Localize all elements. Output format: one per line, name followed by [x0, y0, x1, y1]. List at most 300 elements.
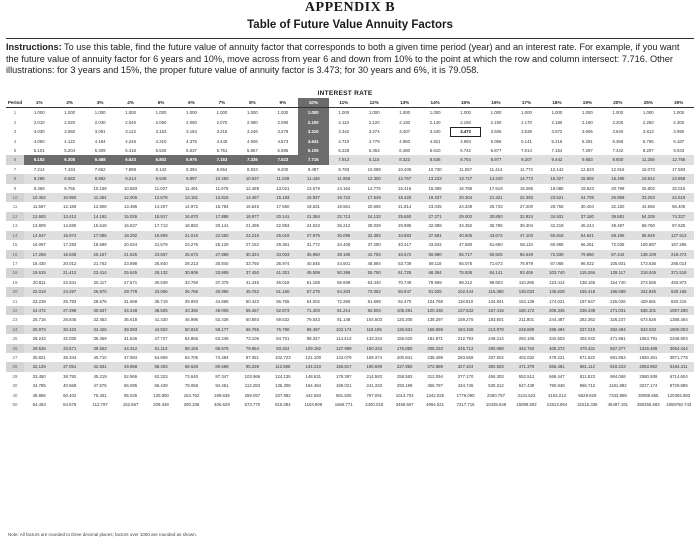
rate-column-header: 16% [481, 98, 511, 108]
rate-column-header: 8% [237, 98, 267, 108]
factor-cell: 4.506 [247, 138, 258, 144]
factor-cell: 3.060 [64, 129, 76, 135]
factor-cell: 138.297 [427, 317, 443, 323]
table-row [6, 118, 694, 127]
factor-cell: 52.966 [124, 373, 138, 379]
factor-cell: 112.968 [268, 362, 298, 371]
factor-cell: 47.580 [458, 242, 473, 248]
period-cell: 17 [12, 260, 18, 266]
factor-cell: 79.058 [184, 383, 199, 389]
factor-cell: 44.865 [215, 298, 229, 304]
factor-cell: 66.439 [154, 383, 168, 389]
factor-cell: 29.361 [276, 242, 290, 248]
factor-cell: 289.494 [542, 325, 572, 334]
factor-cell: 11.491 [185, 185, 198, 191]
factor-cell: 64.463 [32, 402, 46, 407]
factor-cell: 18.977 [237, 212, 267, 221]
factor-cell: 22.713 [329, 212, 359, 221]
factor-cell: 3.572 [551, 129, 563, 135]
factor-cell: 3.473 [450, 127, 480, 136]
factor-cell: 60.925 [481, 250, 511, 259]
factor-cell: 6.633 [115, 155, 145, 164]
factor-cell: 2.080 [247, 119, 258, 125]
factor-cell: 41.301 [268, 268, 298, 277]
factor-cell: 28.755 [550, 204, 564, 210]
factor-cell: 167.286 [670, 242, 687, 248]
factor-cell: 19.086 [550, 185, 564, 191]
factor-cell: 39.190 [329, 250, 359, 259]
factor-cell: 13.181 [176, 193, 206, 202]
factor-cell: 26.019 [268, 231, 298, 240]
factor-cell: 581.826 [335, 392, 352, 398]
factor-cell: 8.207 [642, 148, 654, 154]
table-row [6, 315, 694, 324]
factor-cell: 471.378 [511, 362, 541, 371]
factor-cell: 23.239 [32, 298, 46, 304]
factor-cell: 273.556 [640, 279, 657, 285]
factor-cell: 212.793 [457, 336, 474, 342]
factor-cell: 2.120 [368, 119, 380, 125]
factor-cell: 79.543 [306, 317, 320, 323]
factor-cell: 1.000 [125, 110, 136, 116]
factor-cell: 7.442 [612, 148, 624, 154]
table-row [6, 259, 694, 268]
factor-cell: 56.085 [124, 383, 138, 389]
factor-cell: 81.699 [367, 298, 381, 304]
factor-cell: 49.006 [207, 306, 237, 315]
factor-cell: 71.673 [489, 260, 503, 266]
factor-cell: 6.802 [146, 155, 176, 164]
factor-cell: 11.028 [268, 174, 298, 183]
factor-cell: 573.770 [244, 402, 261, 407]
factor-cell: 9.043 [673, 148, 685, 154]
factor-cell: 42.566 [641, 204, 655, 210]
factor-cell: 64.203 [329, 287, 359, 296]
factor-cell: 4994.521 [426, 402, 445, 407]
factor-cell: 28.029 [367, 223, 381, 229]
factor-cell: 342.763 [511, 344, 541, 353]
factor-cell: 35.950 [298, 250, 328, 259]
factor-cell: 25.959 [603, 193, 633, 202]
factor-cell: 133.334 [366, 336, 382, 342]
factor-cell: 1.000 [551, 110, 563, 116]
factor-cell: 143.079 [335, 354, 352, 360]
factor-cell: 16.645 [245, 204, 259, 210]
factor-cell: 2.140 [429, 119, 441, 125]
factor-cell: 32.030 [63, 336, 77, 342]
factor-cell: 17.583 [672, 166, 686, 172]
factor-cell: 92.470 [398, 298, 412, 304]
factor-cell: 200.841 [396, 354, 413, 360]
factor-cell: 21.495 [245, 223, 259, 229]
factor-cell: 5.309 [94, 148, 106, 154]
factor-cell: 127.999 [329, 344, 359, 353]
factor-cell: 2.050 [155, 119, 167, 125]
factor-cell: 48.497 [611, 223, 625, 229]
factor-cell: 20.157 [85, 250, 115, 259]
factor-cell: 8.923 [247, 166, 258, 172]
factor-cell: 154.762 [183, 392, 200, 398]
factor-cell: 32.393 [359, 231, 389, 240]
factor-cell: 72.035 [611, 242, 625, 248]
factor-cell: 12.756 [664, 155, 694, 164]
factor-cell: 3.091 [94, 129, 106, 135]
factor-cell: 48.886 [32, 392, 46, 398]
factor-cell: 33.760 [184, 279, 199, 285]
factor-cell: 87.442 [603, 250, 633, 259]
factor-cell: 115.266 [572, 268, 602, 277]
factor-cell: 174.021 [549, 298, 565, 304]
factor-cell: 16.085 [428, 185, 442, 191]
factor-cell: 79.954 [237, 344, 267, 353]
factor-cell: 1388.464 [669, 317, 688, 323]
factor-cell: 70.749 [398, 279, 412, 285]
factor-cell: 42.619 [664, 193, 694, 202]
factor-cell: 3.440 [429, 129, 441, 135]
factor-cell: 4.779 [368, 138, 380, 144]
factor-cell: 405.272 [542, 344, 572, 353]
factor-cell: 2.190 [582, 119, 593, 125]
factor-cell: 165.418 [572, 287, 602, 296]
factor-cell: 9.214 [115, 174, 145, 183]
period-cell: 13 [12, 223, 18, 229]
factor-cell: 434.745 [457, 383, 474, 389]
factor-cell: 442.593 [305, 392, 322, 398]
factor-cell: 183.601 [488, 317, 504, 323]
factor-cell: 10.405 [398, 166, 412, 172]
factor-cell: 5.637 [186, 148, 197, 154]
factor-cell: 22.393 [511, 193, 541, 202]
factor-cell: 245.712 [450, 344, 480, 353]
annuity-table-container [6, 98, 694, 409]
factor-cell: 27.152 [245, 242, 259, 248]
factor-cell: 32.129 [24, 362, 54, 371]
factor-cell: 15.026 [115, 212, 145, 221]
factor-cell: 3.606 [582, 129, 593, 135]
factor-cell: 120392.883 [667, 392, 691, 398]
factor-cell: 27.200 [519, 204, 534, 210]
rate-column-header: 10% [298, 98, 328, 108]
factor-cell: 46.018 [276, 279, 290, 285]
factor-cell: 30.404 [580, 204, 594, 210]
factor-cell: 37.280 [367, 242, 381, 248]
rate-column-header: 4% [115, 98, 145, 108]
factor-cell: 30.539 [154, 279, 168, 285]
factor-cell: 118.155 [359, 325, 389, 334]
factor-cell: 1668.771 [334, 402, 353, 407]
factor-cell: 5.867 [247, 148, 258, 154]
factor-cell: 42.219 [550, 223, 564, 229]
factor-cell: 843.033 [633, 325, 663, 334]
factor-cell: 102.444 [450, 287, 480, 296]
factor-cell: 40.568 [63, 383, 77, 389]
table-footnote: Note: All factors are rounded to three decimal places; factors over 1000 are rounded as shown. [8, 532, 197, 537]
factor-cell: 1.000 [94, 110, 106, 116]
factor-cell: 8729.985 [669, 383, 688, 389]
factor-cell: 33.671 [54, 344, 84, 353]
factor-cell: 36.459 [93, 336, 107, 342]
factor-cell: 88.497 [298, 325, 328, 334]
factor-cell: 8.394 [186, 166, 197, 172]
factor-cell: 337.882 [275, 392, 291, 398]
period-cell: 6 [6, 155, 24, 164]
factor-cell: 21813.094 [546, 402, 568, 407]
factor-cell: 95.339 [237, 362, 267, 371]
factor-cell: 42.753 [359, 250, 389, 259]
factor-cell: 25.673 [176, 250, 206, 259]
factor-cell: 98.603 [489, 279, 503, 285]
factor-cell: 102.723 [275, 354, 291, 360]
factor-cell: 94.461 [215, 383, 229, 389]
factor-cell: 23.698 [124, 260, 138, 266]
factor-cell: 20.141 [215, 223, 229, 229]
factor-cell: 74.484 [215, 354, 229, 360]
factor-cell: 40.417 [398, 242, 412, 248]
factor-cell: 14.680 [63, 223, 77, 229]
factor-cell: 23.045 [428, 204, 442, 210]
factor-cell: 58.177 [207, 325, 237, 334]
factor-cell: 11.464 [85, 193, 115, 202]
factor-cell: 1181.882 [609, 383, 627, 389]
factor-cell: 30.840 [215, 260, 229, 266]
factor-cell: 342.945 [633, 287, 663, 296]
factor-cell: 50.396 [329, 268, 359, 277]
factor-cell: 2063.952 [633, 362, 663, 371]
table-row [6, 372, 694, 381]
factor-cell: 21.579 [154, 242, 168, 248]
factor-cell: 8.583 [54, 174, 84, 183]
period-cell: 7 [13, 166, 17, 172]
factor-cell: 43.842 [428, 242, 442, 248]
factor-cell: 552.512 [518, 373, 535, 379]
factor-cell: 10.089 [367, 166, 381, 172]
factor-cell: 790.948 [549, 383, 565, 389]
factor-cell: 21.762 [93, 260, 107, 266]
factor-cell: 184.168 [450, 325, 480, 334]
rate-column-header: 15% [450, 98, 480, 108]
factor-cell: 11.567 [32, 204, 46, 210]
factor-cell: 3.246 [247, 129, 258, 135]
factor-cell: 12.683 [24, 212, 54, 221]
factor-cell: 26.870 [85, 287, 115, 296]
factor-cell: 39.083 [115, 325, 145, 334]
factor-cell: 7.434 [64, 166, 76, 172]
factor-cell: 19.842 [633, 174, 663, 183]
factor-cell: 2.130 [399, 119, 411, 125]
factor-cell: 32.089 [428, 223, 442, 229]
factor-cell: 43.392 [176, 306, 206, 315]
factor-cell: 10.730 [428, 166, 442, 172]
factor-cell: 72.265 [337, 298, 351, 304]
factor-cell: 134.210 [298, 362, 328, 371]
factor-cell: 271.031 [603, 306, 633, 315]
factor-cell: 7.297 [582, 148, 593, 154]
factor-cell: 55.750 [359, 268, 389, 277]
factor-cell: 12.757 [389, 174, 419, 183]
factor-cell: 4.246 [125, 138, 136, 144]
factor-cell: 103.966 [244, 373, 261, 379]
factor-cell: 16.722 [329, 193, 359, 202]
factor-cell: 25.783 [63, 298, 77, 304]
factor-cell: 181.871 [427, 336, 443, 342]
factor-cell: 37.379 [215, 279, 229, 285]
factor-cell: 80.698 [207, 362, 237, 371]
factor-cell: 45.599 [298, 268, 328, 277]
factor-cell: 8.323 [389, 155, 419, 164]
instructions-paragraph [6, 42, 692, 77]
factor-cell: 13.727 [450, 174, 480, 183]
factor-cell: 402.032 [518, 354, 535, 360]
factor-cell: 23.276 [184, 242, 199, 248]
table-row [6, 353, 694, 362]
factor-cell: 44.312 [115, 344, 145, 353]
factor-cell: 647.439 [518, 383, 535, 389]
factor-cell: 35.719 [154, 298, 168, 304]
factor-cell: 24.215 [237, 231, 267, 240]
factor-cell: 109.182 [298, 344, 328, 353]
factor-cell: 54.669 [154, 354, 168, 360]
factor-cell: 104.603 [366, 317, 382, 323]
factor-cell: 53.436 [215, 317, 229, 323]
factor-cell: 3227.174 [639, 383, 658, 389]
rate-column-header: 12% [359, 98, 389, 108]
factor-cell: 199.635 [214, 392, 230, 398]
factor-cell: 75.401 [93, 392, 107, 398]
factor-cell: 72.939 [542, 250, 572, 259]
period-cell: 3 [13, 129, 17, 135]
factor-cell: 1779.090 [456, 392, 475, 398]
factor-cell: 10.159 [93, 185, 107, 191]
rate-column-header: 3% [85, 98, 115, 108]
factor-cell: 27.671 [124, 279, 138, 285]
factor-cell: 73.640 [184, 373, 199, 379]
rate-header-row [6, 98, 694, 108]
table-row [6, 193, 694, 202]
table-row [6, 221, 694, 230]
factor-cell: 9.207 [511, 155, 541, 164]
factor-cell: 68.528 [176, 362, 206, 371]
factor-cell: 32.150 [611, 204, 625, 210]
factor-cell: 91.025 [420, 287, 450, 296]
factor-cell: 37.180 [572, 212, 602, 221]
factor-cell: 337.502 [488, 354, 504, 360]
factor-cell: 7.523 [268, 155, 298, 164]
factor-cell: 63.440 [367, 279, 381, 285]
factor-cell: 45.762 [237, 287, 267, 296]
factor-cell: 10.637 [237, 174, 267, 183]
factor-cell: 3.122 [125, 129, 136, 135]
factor-cell: 21.321 [481, 193, 511, 202]
factor-cell: 37.051 [54, 362, 84, 371]
factor-cell: 8.142 [155, 166, 167, 172]
factor-cell: 4.310 [155, 138, 167, 144]
factor-cell: 80.947 [389, 287, 419, 296]
factor-cell: 213.978 [481, 325, 511, 334]
factor-cell: 285.014 [670, 260, 687, 266]
factor-cell: 86.949 [633, 231, 663, 240]
factor-cell: 20.012 [63, 260, 77, 266]
factor-cell: 157.415 [481, 306, 511, 315]
factor-cell: 197.847 [579, 298, 596, 304]
factor-cell: 209.348 [153, 402, 169, 407]
factor-cell: 37.450 [237, 268, 267, 277]
factor-cell: 5.101 [33, 148, 45, 154]
factor-cell: 16.097 [32, 242, 46, 248]
factor-cell: 25.117 [93, 279, 107, 285]
factor-cell: 479.221 [549, 354, 565, 360]
factor-cell: 17.086 [85, 231, 115, 240]
factor-cell: 36.974 [276, 260, 290, 266]
factor-cell: 17.258 [24, 250, 54, 259]
factor-cell: 1650.361 [639, 354, 658, 360]
factor-cell: 811.523 [579, 373, 595, 379]
factor-cell: 4.440 [216, 138, 228, 144]
factor-cell: 681.853 [610, 354, 626, 360]
factor-cell: 34.426 [85, 325, 115, 334]
factor-cell: 54.208 [633, 212, 663, 221]
factor-cell: 25.645 [115, 268, 145, 277]
factor-cell: 30.906 [176, 268, 206, 277]
factor-cell: 97.625 [672, 223, 686, 229]
factor-cell: 69.532 [276, 317, 290, 323]
factor-cell: 21.015 [176, 231, 206, 240]
factor-cell: 51.113 [146, 344, 176, 353]
factor-cell: 60.965 [550, 242, 564, 248]
factor-cell: 2.010 [33, 119, 45, 125]
factor-cell: 3.184 [186, 129, 197, 135]
factor-cell: 2.060 [186, 119, 197, 125]
factor-cell: 12.808 [93, 204, 107, 210]
factor-cell: 51.160 [268, 287, 298, 296]
factor-cell: 12.300 [359, 174, 389, 183]
factor-cell: 15.902 [572, 174, 602, 183]
factor-cell: 95.026 [124, 392, 138, 398]
factor-cell: 17.549 [359, 193, 389, 202]
factor-cell: 227.950 [389, 362, 419, 371]
factor-cell: 136.308 [275, 383, 291, 389]
factor-cell: 33.253 [633, 193, 663, 202]
factor-cell: 199.021 [335, 383, 352, 389]
factor-cell: 3.215 [216, 129, 228, 135]
factor-cell: 2.180 [551, 119, 563, 125]
factor-cell: 180.172 [511, 306, 541, 315]
factor-cell: 21.825 [115, 250, 145, 259]
factor-cell: 87.351 [245, 354, 259, 360]
factor-cell: 9.200 [277, 166, 289, 172]
factor-cell: 22.953 [276, 223, 290, 229]
factor-cell: 19.337 [420, 193, 450, 202]
period-cell: 12 [6, 212, 24, 221]
factor-cell: 9.442 [542, 155, 572, 164]
factor-cell: 21.412 [54, 268, 84, 277]
factor-cell: 36.618 [124, 317, 138, 323]
factor-cell: 134.841 [488, 298, 504, 304]
factor-cell: 14.776 [367, 185, 381, 191]
factor-cell: 47.575 [93, 383, 107, 389]
factor-cell: 8.754 [450, 155, 480, 164]
factor-cell: 342.603 [549, 336, 565, 342]
table-body [6, 108, 694, 410]
factor-cell: 1.000 [155, 110, 167, 116]
factor-cell: 169.374 [366, 354, 382, 360]
factor-cell: 87.347 [215, 373, 229, 379]
rate-column-header: 18% [542, 98, 572, 108]
factor-cell: 20.811 [32, 279, 46, 285]
factor-cell: 13.579 [306, 185, 320, 191]
period-cell: 22 [6, 306, 24, 315]
factor-cell: 30088.655 [638, 392, 659, 398]
factor-cell: 24.297 [54, 287, 84, 296]
